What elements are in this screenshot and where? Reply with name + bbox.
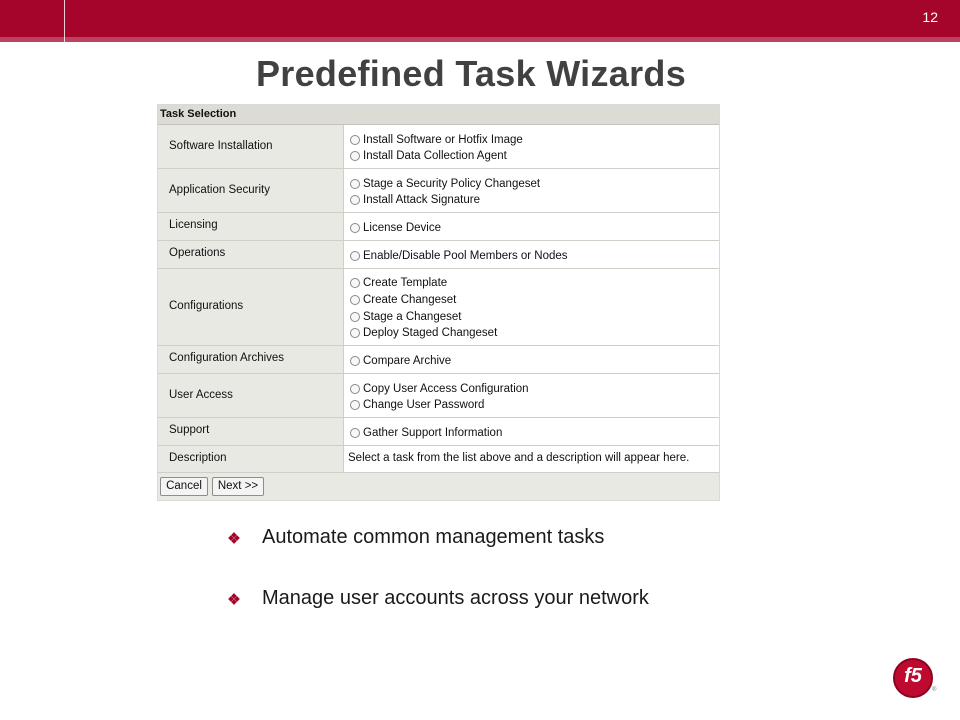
panel-header	[158, 105, 719, 125]
options-cell	[344, 269, 719, 345]
task-row-configurations	[158, 269, 719, 346]
task-option-enable-disable-pool[interactable]	[350, 248, 568, 264]
option-label: Install Data Collection Agent	[363, 150, 507, 162]
task-row-operations	[158, 241, 719, 269]
options-cell	[344, 241, 719, 268]
task-row-configuration-archives	[158, 346, 719, 374]
description-text: Select a task from the list above and a description will appear here.	[348, 452, 690, 464]
category-label: Configuration Archives	[169, 352, 285, 364]
category-label: Support	[169, 424, 210, 436]
task-option-deploy-staged-changeset[interactable]	[350, 325, 497, 341]
bullet-item	[229, 526, 604, 549]
category-cell	[158, 346, 344, 373]
task-option-change-user-password[interactable]	[350, 397, 484, 413]
task-option-copy-user-access[interactable]	[350, 381, 529, 397]
radio-button[interactable]	[350, 328, 360, 338]
radio-button[interactable]	[350, 428, 360, 438]
description-row	[158, 446, 719, 473]
radio-button[interactable]	[350, 195, 360, 205]
panel-header-label: Task Selection	[160, 108, 237, 120]
radio-button[interactable]	[350, 135, 360, 145]
task-selection-panel	[157, 104, 720, 501]
task-row-licensing	[158, 213, 719, 241]
task-option-create-template[interactable]	[350, 275, 447, 291]
options-cell	[344, 213, 719, 240]
option-label: Deploy Staged Changeset	[363, 327, 498, 339]
category-cell	[158, 213, 344, 240]
task-option-stage-changeset[interactable]	[350, 309, 461, 325]
radio-button[interactable]	[350, 384, 360, 394]
task-option-compare-archive[interactable]	[350, 353, 451, 369]
option-label: Gather Support Information	[363, 427, 503, 439]
category-label: Licensing	[169, 219, 218, 231]
banner-underline	[0, 37, 960, 42]
radio-button[interactable]	[350, 356, 360, 366]
task-row-support	[158, 418, 719, 446]
category-cell	[158, 241, 344, 268]
panel-footer	[158, 473, 719, 500]
page-number: 12	[922, 9, 938, 25]
category-label: Software Installation	[169, 140, 273, 152]
option-label: Stage a Security Policy Changeset	[363, 178, 541, 190]
category-cell	[158, 125, 344, 168]
options-cell	[344, 418, 719, 445]
category-cell	[158, 418, 344, 445]
option-label: Change User Password	[363, 399, 485, 411]
bullet-item	[229, 587, 649, 610]
logo-text: f5	[904, 665, 922, 687]
diamond-bullet-icon	[229, 533, 239, 543]
category-label: User Access	[169, 389, 233, 401]
task-row-software-installation	[158, 125, 719, 169]
description-label: Description	[169, 452, 227, 464]
category-label: Configurations	[169, 300, 244, 312]
task-row-application-security	[158, 169, 719, 213]
option-label: Enable/Disable Pool Members or Nodes	[363, 250, 568, 262]
radio-button[interactable]	[350, 312, 360, 322]
task-option-install-data-collection-agent[interactable]	[350, 148, 507, 164]
radio-button[interactable]	[350, 278, 360, 288]
radio-button[interactable]	[350, 251, 360, 261]
task-row-user-access	[158, 374, 719, 418]
radio-button[interactable]	[350, 223, 360, 233]
diamond-bullet-icon	[229, 594, 239, 604]
category-label: Application Security	[169, 184, 270, 196]
bullet-text: Automate common management tasks	[262, 526, 605, 548]
category-cell	[158, 169, 344, 212]
description-label-cell	[158, 446, 344, 472]
option-label: Compare Archive	[363, 355, 452, 367]
task-option-install-attack-signature[interactable]	[350, 192, 480, 208]
option-label: Install Attack Signature	[363, 194, 480, 206]
banner-divider	[64, 0, 65, 42]
option-label: Install Software or Hotfix Image	[363, 134, 523, 146]
top-banner	[0, 0, 960, 42]
task-option-stage-security-policy[interactable]	[350, 176, 540, 192]
options-cell	[344, 346, 719, 373]
task-option-install-software[interactable]	[350, 132, 523, 148]
radio-button[interactable]	[350, 295, 360, 305]
task-option-license-device[interactable]	[350, 220, 441, 236]
radio-button[interactable]	[350, 400, 360, 410]
next-button[interactable]: Next >>	[212, 477, 264, 496]
bullet-text: Manage user accounts across your network	[262, 587, 649, 609]
cancel-button[interactable]: Cancel	[160, 477, 208, 496]
slide-title: Predefined Task Wizards	[255, 53, 687, 94]
category-label: Operations	[169, 247, 226, 259]
option-label: License Device	[363, 222, 441, 234]
options-cell	[344, 374, 719, 417]
task-option-create-changeset[interactable]	[350, 292, 456, 308]
options-cell	[344, 169, 719, 212]
radio-button[interactable]	[350, 179, 360, 189]
option-label: Copy User Access Configuration	[363, 383, 529, 395]
radio-button[interactable]	[350, 151, 360, 161]
registered-mark: ®	[932, 687, 937, 693]
option-label: Create Template	[363, 277, 448, 289]
option-label: Create Changeset	[363, 294, 457, 306]
task-option-gather-support-info[interactable]	[350, 425, 502, 441]
options-cell	[344, 125, 719, 168]
category-cell	[158, 374, 344, 417]
category-cell	[158, 269, 344, 345]
f5-logo	[893, 658, 933, 698]
description-cell	[344, 446, 719, 472]
option-label: Stage a Changeset	[363, 311, 462, 323]
